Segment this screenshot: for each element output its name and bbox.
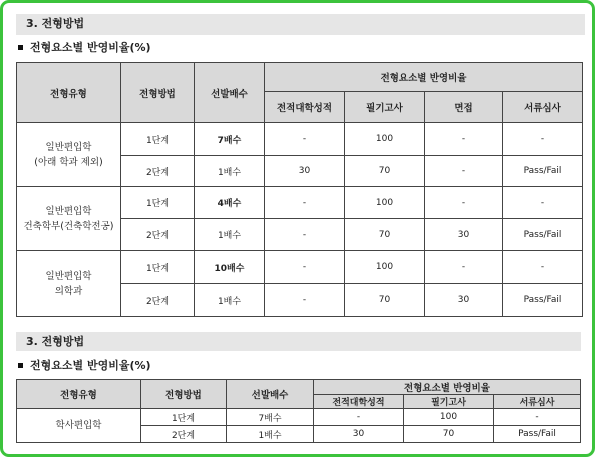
header-type: 전형유형 (17, 63, 121, 123)
header-ratio-group: 전형요소별 반영비율 (265, 63, 583, 92)
document-review-cell: - (503, 187, 583, 219)
type-cell (17, 123, 121, 187)
type-line1: 일반편입학 (45, 205, 92, 217)
header-interview: 면접 (425, 92, 503, 123)
written-exam-cell: 100 (404, 409, 494, 426)
subheading-text: 전형요소별 반영비율(%) (30, 359, 151, 372)
header-method: 전형방법 (121, 63, 195, 123)
interview-cell: 30 (425, 219, 503, 251)
prev-grades-cell: - (314, 409, 404, 426)
interview-cell: - (425, 123, 503, 156)
section-title-bar (16, 332, 581, 351)
document-review-cell: - (494, 409, 581, 426)
interview-cell: 30 (425, 284, 503, 317)
header-prev-grades: 전적대학성적 (265, 92, 345, 123)
bullet-square-icon (18, 363, 23, 368)
prev-grades-cell: - (265, 187, 345, 219)
prev-grades-cell: - (265, 284, 345, 317)
document-review-cell: - (503, 251, 583, 284)
bullet-square-icon (18, 45, 23, 50)
prev-grades-cell: 30 (265, 156, 345, 187)
stage-cell: 2단계 (121, 219, 195, 251)
multiple-cell: 7배수 (195, 123, 265, 156)
stage-cell: 1단계 (121, 123, 195, 156)
header-prev-grades: 전적대학성적 (314, 395, 404, 409)
type-cell: 학사편입학 (17, 409, 141, 443)
ratio-table-main (16, 62, 583, 317)
document-review-cell: Pass/Fail (503, 284, 583, 317)
header-document-review: 서류심사 (494, 395, 581, 409)
interview-cell: - (425, 187, 503, 219)
prev-grades-cell: - (265, 219, 345, 251)
subheading (18, 41, 151, 55)
multiple-cell: 1배수 (195, 156, 265, 187)
stage-cell: 2단계 (141, 426, 227, 443)
header-type: 전형유형 (17, 380, 141, 409)
subheading (18, 359, 151, 373)
header-multiple: 선발배수 (195, 63, 265, 123)
document-review-cell: Pass/Fail (503, 219, 583, 251)
header-method: 전형방법 (141, 380, 227, 409)
type-line2: (아래 학과 제외) (34, 156, 103, 168)
section-title: 3. 전형방법 (26, 335, 85, 348)
header-written-exam: 필기고사 (404, 395, 494, 409)
multiple-cell: 1배수 (195, 219, 265, 251)
header-ratio-group: 전형요소별 반영비율 (314, 380, 581, 395)
multiple-cell: 1배수 (227, 426, 314, 443)
stage-cell: 2단계 (121, 284, 195, 317)
header-written-exam: 필기고사 (345, 92, 425, 123)
multiple-cell: 7배수 (227, 409, 314, 426)
section-title: 3. 전형방법 (26, 17, 85, 30)
prev-grades-cell: - (265, 123, 345, 156)
document-review-cell: - (503, 123, 583, 156)
multiple-cell: 4배수 (195, 187, 265, 219)
table-row (17, 251, 583, 284)
table-row (17, 409, 581, 426)
subheading-text: 전형요소별 반영비율(%) (30, 41, 151, 54)
multiple-cell: 10배수 (195, 251, 265, 284)
stage-cell: 1단계 (141, 409, 227, 426)
table-row (17, 187, 583, 219)
section-title-bar (16, 14, 585, 35)
ratio-table-bachelor (16, 379, 581, 443)
stage-cell: 1단계 (121, 251, 195, 284)
written-exam-cell: 100 (345, 251, 425, 284)
type-line1: 일반편입학 (45, 141, 92, 153)
written-exam-cell: 100 (345, 187, 425, 219)
type-line1: 일반편입학 (45, 270, 92, 282)
interview-cell: - (425, 251, 503, 284)
prev-grades-cell: - (265, 251, 345, 284)
written-exam-cell: 70 (345, 284, 425, 317)
written-exam-cell: 70 (404, 426, 494, 443)
interview-cell: - (425, 156, 503, 187)
document-review-cell: Pass/Fail (494, 426, 581, 443)
stage-cell: 1단계 (121, 187, 195, 219)
type-line2: 건축학부(건축학전공) (23, 220, 114, 232)
prev-grades-cell: 30 (314, 426, 404, 443)
document-review-cell: Pass/Fail (503, 156, 583, 187)
written-exam-cell: 100 (345, 123, 425, 156)
multiple-cell: 1배수 (195, 284, 265, 317)
stage-cell: 2단계 (121, 156, 195, 187)
type-line2: 의학과 (54, 285, 83, 297)
written-exam-cell: 70 (345, 156, 425, 187)
header-multiple: 선발배수 (227, 380, 314, 409)
table-row (17, 123, 583, 156)
type-cell (17, 187, 121, 251)
header-document-review: 서류심사 (503, 92, 583, 123)
type-cell (17, 251, 121, 317)
written-exam-cell: 70 (345, 219, 425, 251)
